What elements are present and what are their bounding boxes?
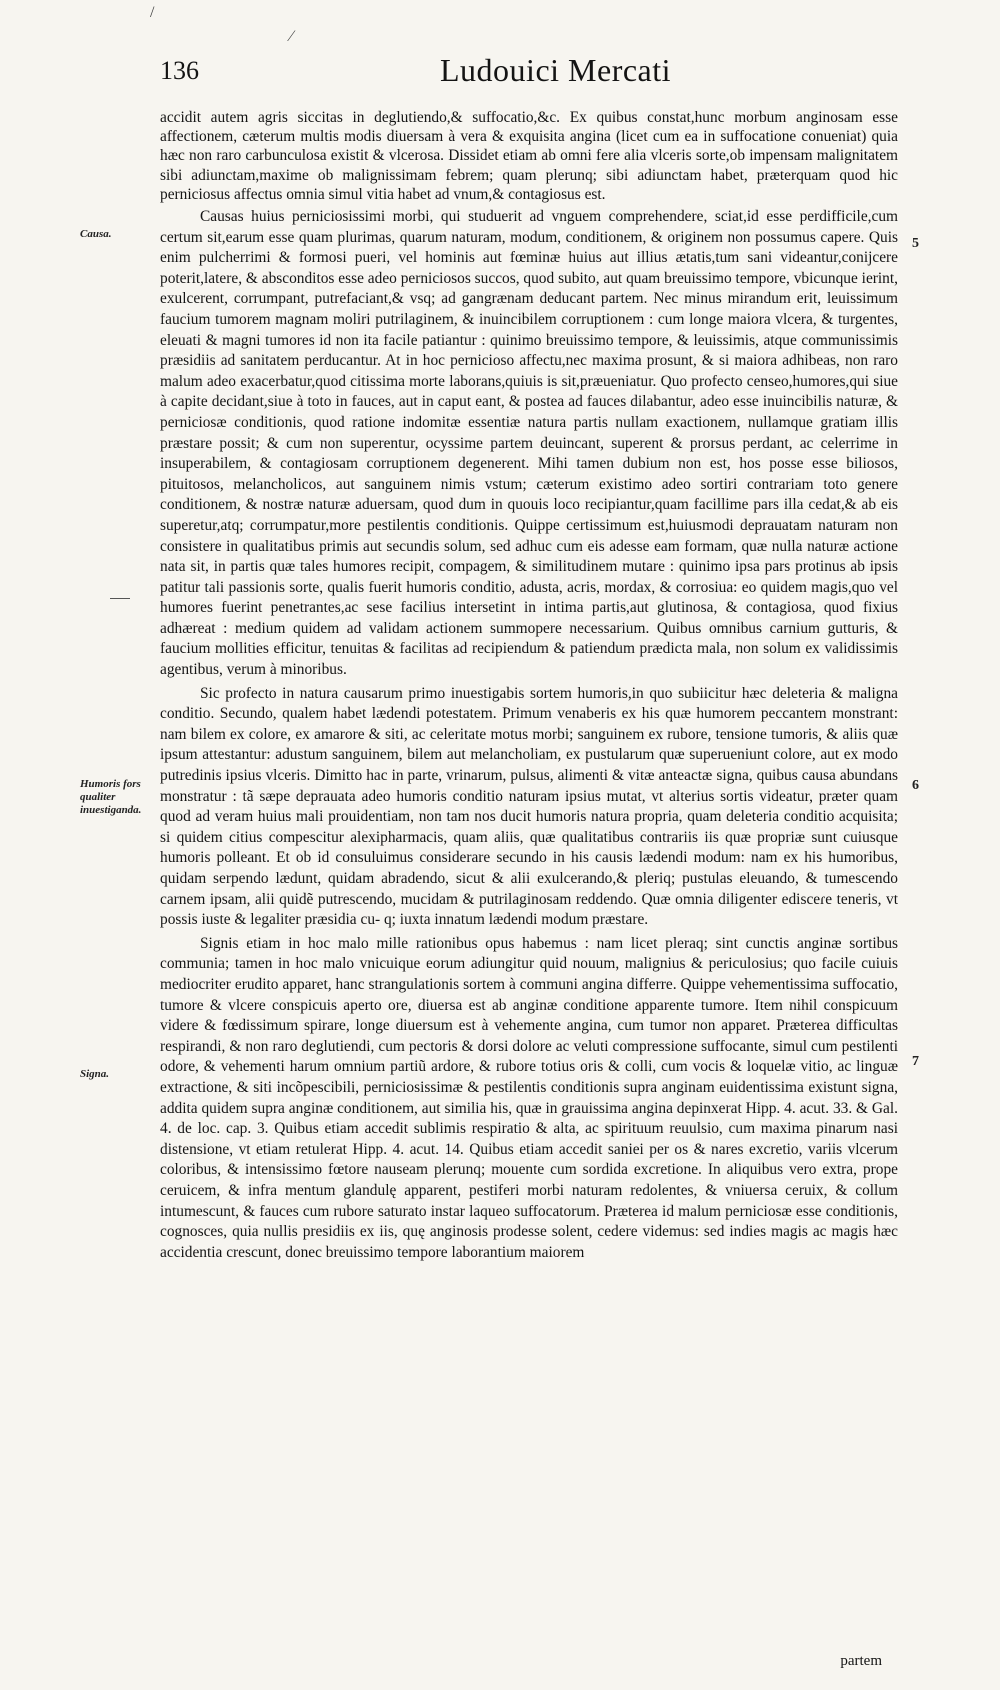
page-header xyxy=(160,52,900,92)
page-number: 136 xyxy=(160,56,199,85)
catchword: partem xyxy=(840,1653,882,1669)
scan-mark-left: / xyxy=(150,4,155,21)
margin-mark-7: 7 xyxy=(912,1054,919,1069)
paragraph-continuation: accidit autem agris siccitas in deglutiendo,& suffocatio,&c. Ex quibus constat,hunc morbum anginosam esse affectionem, cæterum multis modis diuersam à vera & exquisita angina (licet cum ea in suffocatione conueniat) quia hæc non raro carbunculosa existit & vlcerosa. Dissidet etiam ab omni fere alia vlceris sorte,ob impensam malignitatem sibi adiunctam,maxime ob malignissimam febrem; quam plerunq; sibi adiunctam habet, præterquam quod hic perniciosus affectus omnia simul vitia habet ad vnum,& contagiosus est. xyxy=(160,109,898,203)
margin-mark-6: 6 xyxy=(912,778,919,793)
margin-rule xyxy=(110,598,130,599)
margin-mark-5: 5 xyxy=(912,236,919,251)
margin-note-causa: Causa. xyxy=(80,228,112,240)
paragraph-causae: Causas huius perniciosissimi morbi, qui studuerit ad vnguem comprehendere, sciat,id esse perdifficile,cum certum sit,earum esse quam plurimas, quarum naturam, modum, conditionem, & originem non possumus capere. Quis enim pulcherrimi & formosi pueri, vel hominis aut fœminæ huius aut illius ætatis,tum sani videantur,conijcere poterit,latere, & absconditos esse adeo perniciosos succos, quod subito, aut quam breuissimo tempore, vbicunque ierint, exulcerent, corrumpant, putrefaciant,& vsq; ad gangrænam deducant partem. Nec minus mirandum erit, leuissimum faucium tumorem magnam moliri putrilaginem, & inuincibilem corruptionem : cum longe maiora vlcera, & turgentes, eleuati & magni tumores id non ita facile patiantur : quinimo breuissimo tempore, & leuissimis, atque communissimis præsidiis ad sanitatem perducantur. At in hoc pernicioso affectu,nec maxima prosunt, & si maiora adhibeas, non raro malum adeo exacerbatur,quod citissima morte laborans,quiuis is sit,præueniatur. Quo profecto censeo,humores,qui siue à capite decidant,siue à toto in fauces, aut in caput eant, & postea ad fauces dilabantur, adeo esse inuincibilis naturæ, & perniciosæ conditionis, quod ratione indomitæ essentiæ natura partis nullam exactionem, nullamque gratiam illis præstare possit; & cum non superentur, ocyssime partem deuincant, superent & prorsus perdant, ac celerrime in insuperabilem, & contagiosam corruptionem degenerent. Mihi tamen dubium non est, hos posse esse biliosos, pituitosos, melancholicos, aut sanguinem nimis vstum; cæterum existimo adeo sortiri contrariam toto genere conditionem, & nostræ naturæ aduersam, quod dum in quouis loco recipiantur,quam facillime pars illa cedat,& ab eis superetur,atq; corrumpatur,more pestilentis conditionis. Quippe certissimum est,huiusmodi deprauatam naturam non consistere in qualitatibus primis aut secundis solum, sed adhuc cum eis adesse eam formam, quæ nulla naturæ actione nata sit, in partis quæ tales humores recipit, compagem, & similitudinem mutare : quinimo ipsa pars protinus ab ipsis patitur tali passionis sorte, qualis fuerit humoris conditio, adusta, acris, mordax, & corrosiua: eo quidem magis,quo vel humores fuerint penetrantes,ac sese facilius intersetint in intima partis,aut glutinosa, & contagiosa, quod fixius adhæreat : medium quidem ad validam actionem summopere necessarium. Quibus omnibus carnium gutturis, & faucium mollities efficitur, tenuitas & facilitas ad recipiendum & patiendum prædicta mala, non solum ex validissimis agentibus, verum à minoribus. xyxy=(160,208,898,679)
margin-note-signa: Signa. xyxy=(80,1068,110,1080)
paragraph-signa: Signis etiam in hoc malo mille rationibus opus habemus : nam licet pleraq; sint cunctis anginæ sortibus communia; tamen in hoc malo vnicuique eorum adiungitur quid nouum, malignius & periculosius; quo facile cuiuis mediocriter erudito apparet, hanc strangulationis sortem à communi angina differre. Quippe vehementissima suffocatio, tumore & vlcere conspicuis aperto ore, diuersa est ab anginæ conditione apparente tumore. Item nihil conspicuum videre & fœdissimum spirare, longe diuersum est à vehemente angina, cum tumor non apparet. Præterea difficultas respirandi, & non raro deglutiendi, cum pectoris & dorsi dolore ac veluti compressione suffocante, simul cum pestilenti odore, & vehementi harum omnium partiũ ardore, & rubore totius oris & colli, cum vocis & loquelæ vitio, ac linguæ extractione, & siti incõpescibili, perniciosissimæ & pestilentis conditionis supra anginam euidentissima existunt signa, addita quidem supra anginæ conditionem, aut similia his, quæ in grauissima angina depinxerat Hipp. 4. acut. 33. & Gal. 4. de loc. cap. 3. Quibus etiam accedit sublimis respiratio & alta, ac spirituum reuulsio, cum maxima pinarum nasi distensione, vt etiam retulerat Hipp. 4. acut. 14. Quibus etiam accedit saniei per os & nares excretio, variis vlcerum coloribus, & intensissimo fœtore nauseam plerunq; mouente cum sordida excretione. In aliquibus vero extra, prope ceruicem, & infra mentum glandulę apparent, pestiferi morbi naturam redolentes, & vniuersa ceruix, & collum intumescunt, & fauces cum rubore saturato instar laqueo suffocatorum. Præterea id malum perniciosæ esse conditionis, cognosces, quia nullis presidiis ex iis, quę anginosis prodesse solent, cedere videmus: sed indies magis ac magis hæc accidentia crescunt, donec breuissimo tempore laborantium maiorem xyxy=(160,934,898,1261)
paragraph-humoris-sors: Sic profecto in natura causarum primo inuestigabis sortem humoris,in quo subiicitur hæc deleteria & maligna conditio. Secundo, qualem habet lædendi potestatem. Primum venaberis ex his quæ humorem peccantem monstrant: nam bilem ex colore, ex amarore & siti, ac celeritate motus morbi; sanguinem ex rubore, tensione tumoris, & aliis quæ ipsum attestantur: adustum sanguinem, bilem aut melancholiam, ex pustularum quæ superueniunt colore, aut ex modo putredinis ipsius vlceris. Dimitto hac in parte, vrinarum, pulsus, alimenti & vitæ anteactæ signa, quibus causa abundans monstratur : tã sæpe deprauata adeo humoris conditio naturam ipsius mutat, vt alterius sortis videatur, præter quam quod ad veram huius mali prouidentiam, non tam nos ducit humoris natura propria, quam deleteria conditio acquisita; si quidem citius compescitur alexipharmacis, quam aliis, quæ qualitatibus contrariis iis quæ propriæ sunt cuiusque humoris polleant. Et ob id consuluimus considerare secundo in his causis lædendi modum: nam ex his humoribus, quidam serpendo lædunt, quidam abradendo, sicut & alii exulcerando,& pleriq; pustulas eleuando, & tumescendo carnem ipsam, alii quidẽ putrescendo, mucidam & putrilaginosam reddendo. Quæ omnia diligenter edisceɾe teneris, vt possis iuste & legaliter præsidia cu- q; iuxta innatum lædendi modum præstare. xyxy=(160,684,898,929)
scan-mark-center: ⁄ xyxy=(290,28,293,45)
text-column xyxy=(160,108,898,1263)
margin-note-humoris: Humoris fors qualiter inuestiganda. xyxy=(80,778,142,816)
running-title: Ludouici Mercati xyxy=(440,52,672,88)
